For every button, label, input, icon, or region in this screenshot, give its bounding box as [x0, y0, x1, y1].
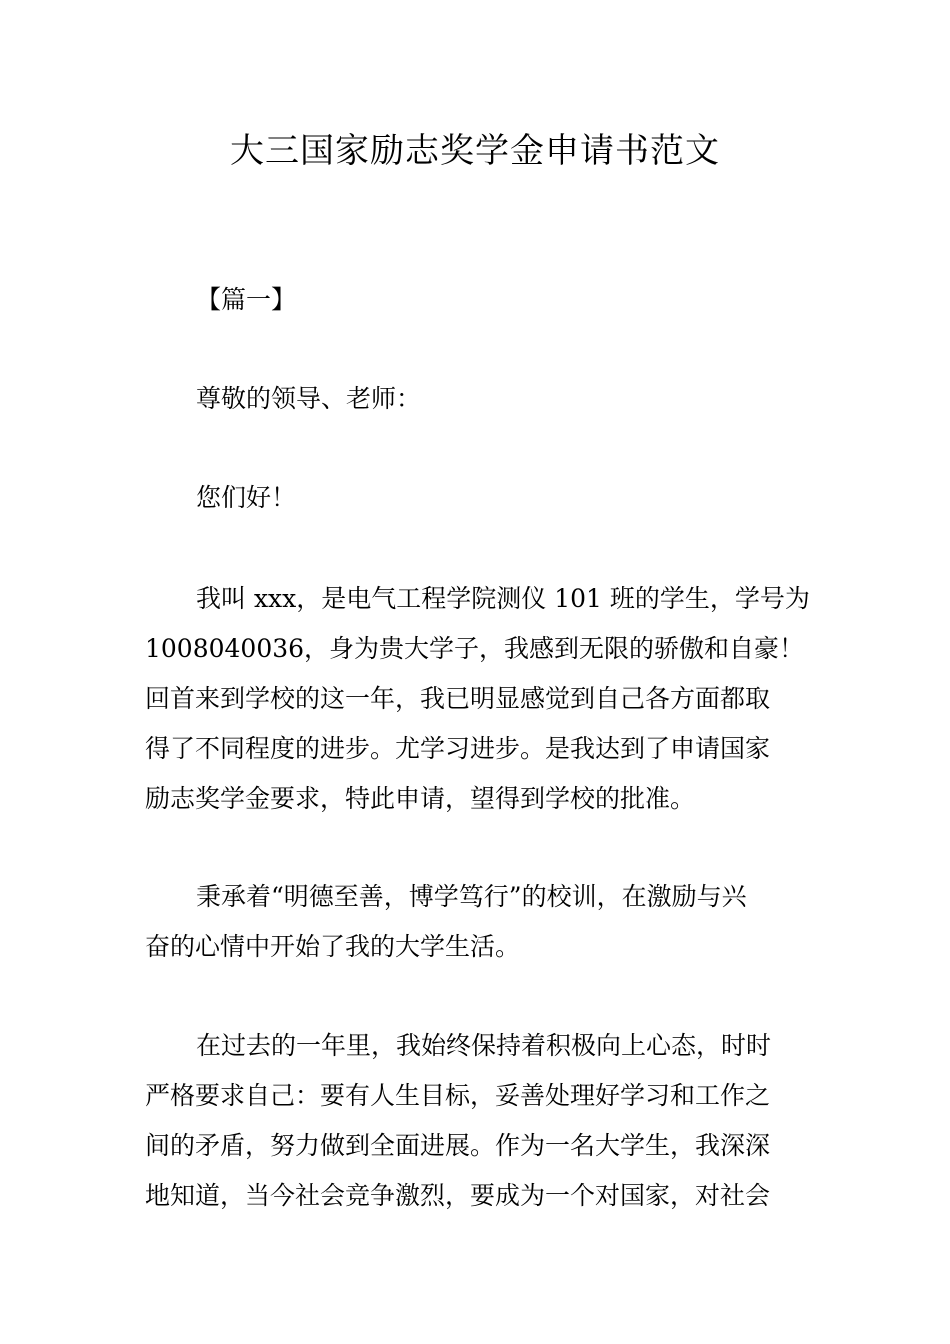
- section-label: 【篇一】: [196, 285, 297, 314]
- paragraph-2-line-2: 奋的心情中开始了我的大学生活。: [145, 932, 521, 961]
- paragraph-1-line-2: 1008040036，身为贵大学子，我感到无限的骄傲和自豪！: [145, 634, 805, 663]
- document-title: 大三国家励志奖学金申请书范文: [230, 131, 720, 171]
- paragraph-1-line-5: 励志奖学金要求，特此申请，望得到学校的批准。: [145, 784, 696, 813]
- paragraph-3-line-2: 严格要求自己：要有人生目标，妥善处理好学习和工作之: [145, 1081, 771, 1110]
- paragraph-3-line-1: 在过去的一年里，我始终保持着积极向上心态，时时: [196, 1031, 772, 1060]
- paragraph-3-line-3: 间的矛盾，努力做到全面进展。作为一名大学生，我深深: [145, 1131, 771, 1160]
- paragraph-3-line-4: 地知道，当今社会竞争激烈，要成为一个对国家，对社会: [145, 1181, 771, 1210]
- greeting: 您们好！: [196, 483, 297, 512]
- paragraph-1-line-1: 我叫 xxx，是电气工程学院测仪 101 班的学生，学号为: [196, 584, 810, 613]
- paragraph-1-line-3: 回首来到学校的这一年，我已明显感觉到自己各方面都取: [145, 684, 771, 713]
- paragraph-1-line-4: 得了不同程度的进步。尤学习进步。是我达到了申请国家: [145, 734, 771, 763]
- paragraph-2-line-1: 秉承着“明德至善，博学笃行”的校训，在激励与兴: [196, 882, 747, 911]
- salutation: 尊敬的领导、老师：: [196, 384, 422, 413]
